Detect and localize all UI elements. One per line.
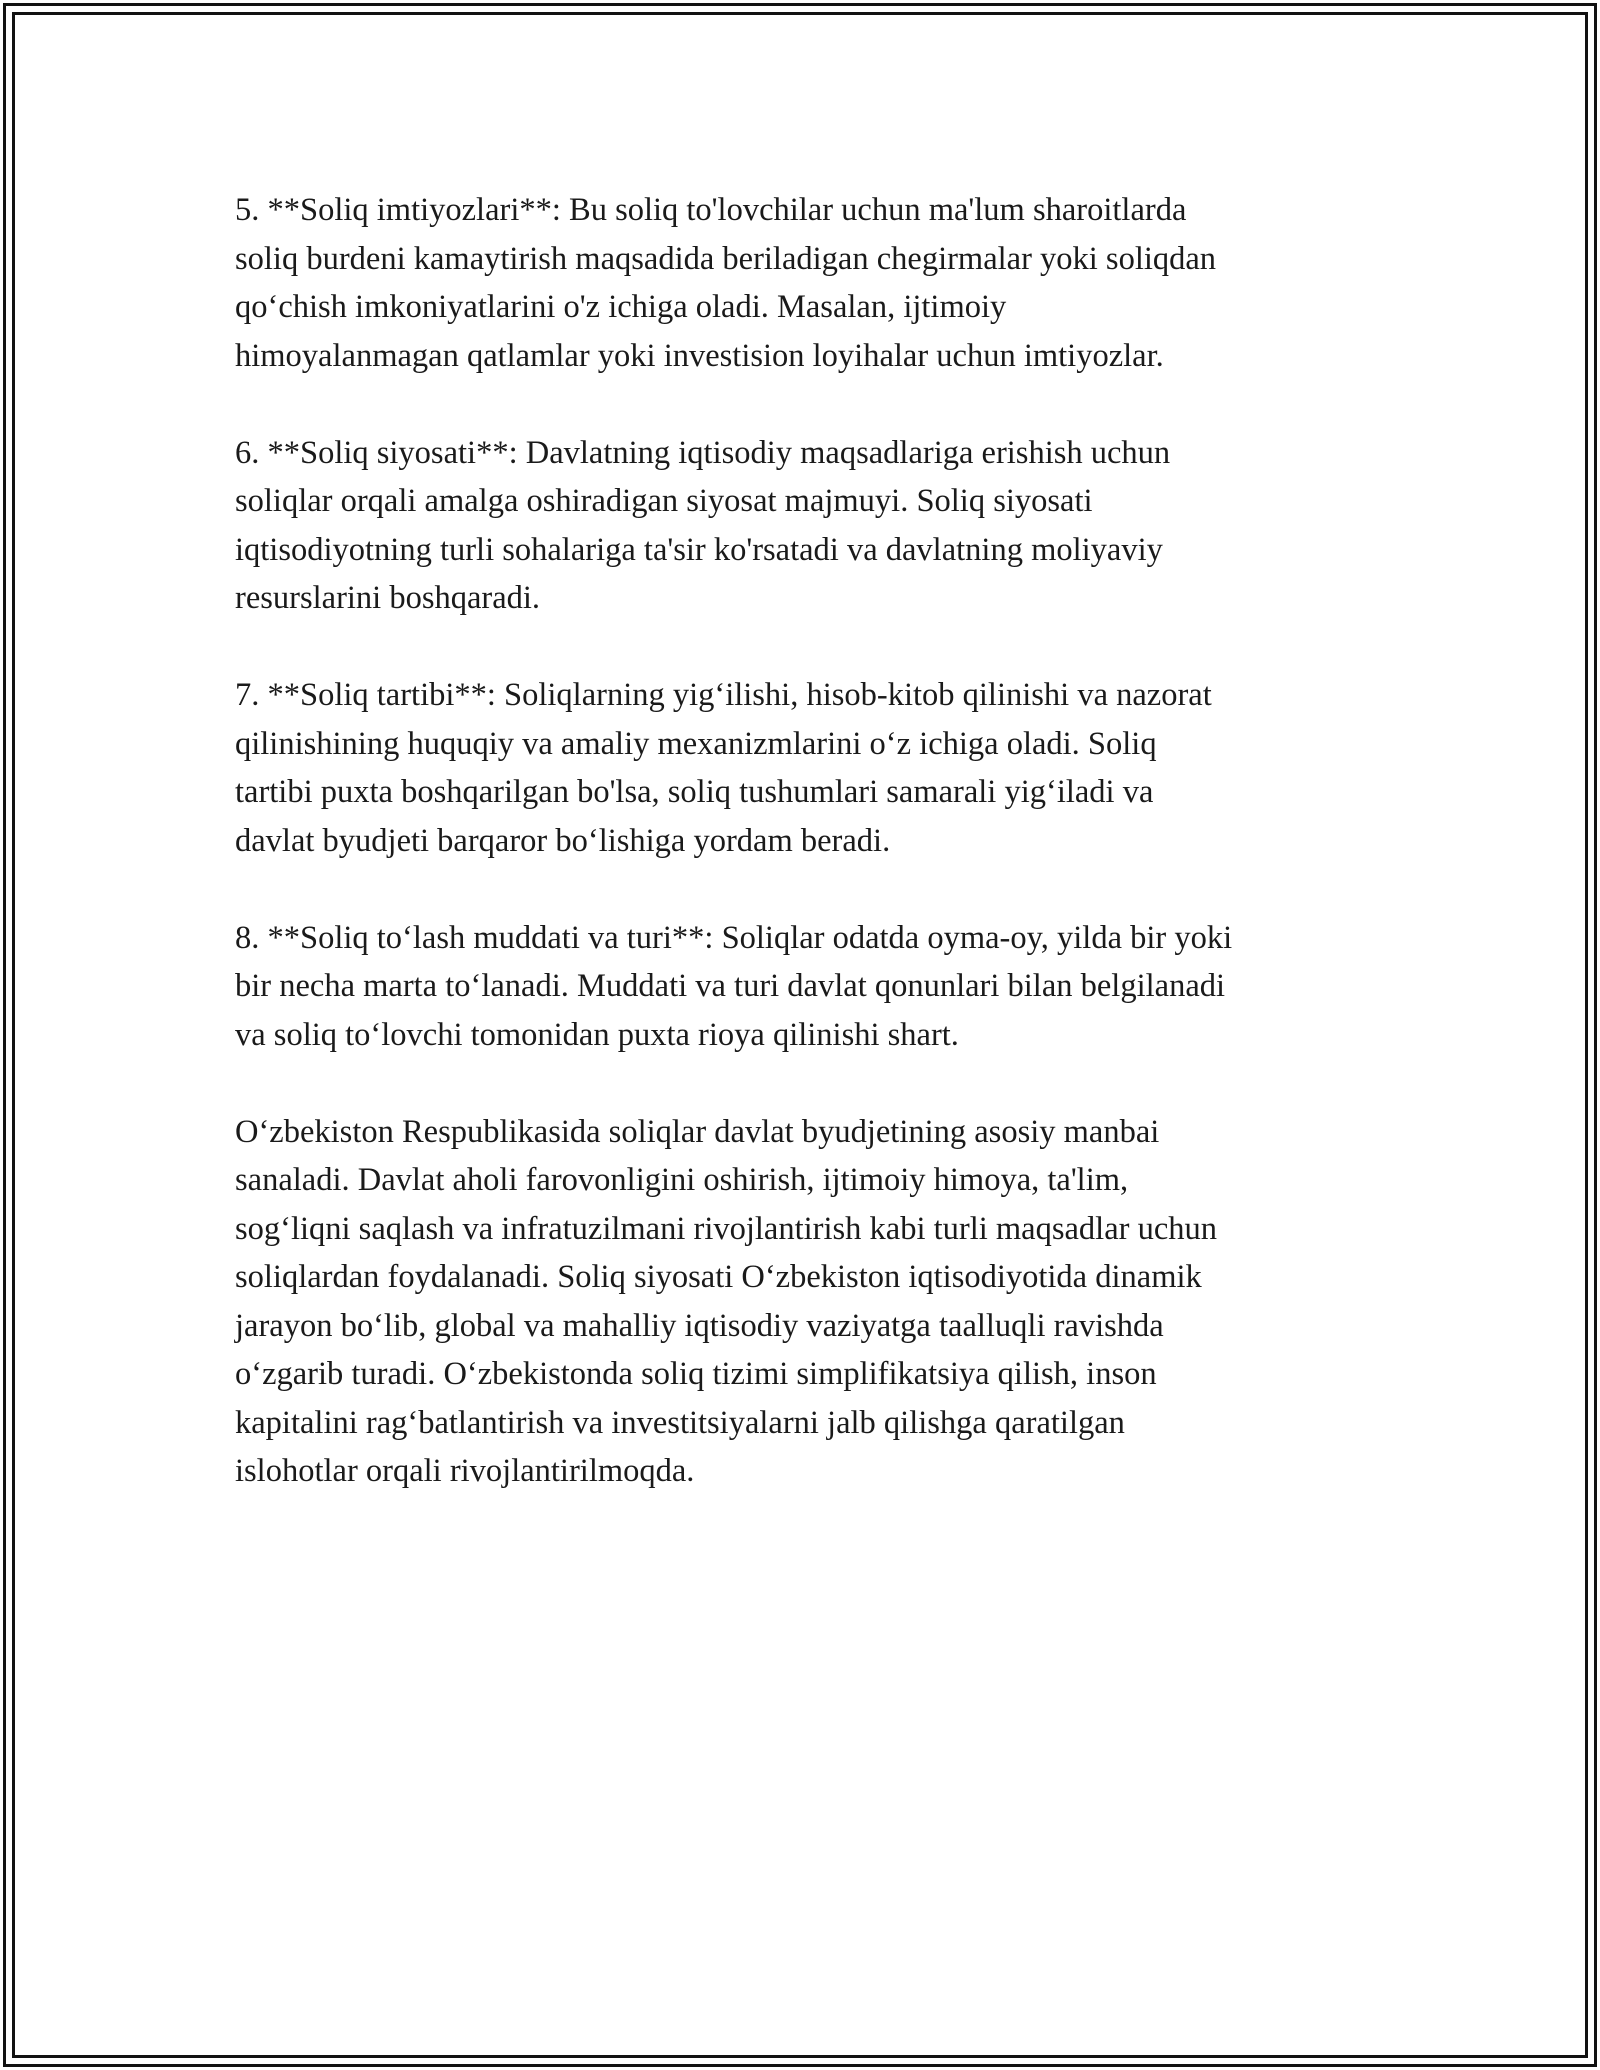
paragraph-tax-payment-terms	[235, 914, 1375, 1060]
text-line: sanaladi. Davlat aholi farovonligini oshirish, ijtimoiy himoya, ta'lim,	[235, 1162, 1129, 1198]
text-line: islohotlar orqali rivojlantirilmoqda.	[235, 1453, 695, 1489]
text-line: himoyalanmagan qatlamlar yoki investision loyihalar uchun imtiyozlar.	[235, 337, 1164, 374]
text-line: qo‘chish imkoniyatlarini o'z ichiga oladi. Masalan, ijtimoiy	[235, 289, 1007, 325]
text-line: resurslarini boshqaradi.	[235, 580, 541, 616]
text-line: iqtisodiyotning turli sohalariga ta'sir ko'rsatadi va davlatning moliyaviy	[235, 531, 1163, 568]
text-line: va soliq to‘lovchi tomonidan puxta rioya qilinishi shart.	[235, 1016, 959, 1053]
paragraph-tax-incentives	[235, 186, 1375, 380]
text-line: soliq burdeni kamaytirish maqsadida beriladigan chegirmalar yoki soliqdan	[235, 240, 1217, 277]
text-line: davlat byudjeti barqaror bo‘lishiga yordam beradi.	[235, 822, 891, 859]
text-line: 6. **Soliq siyosati**: Davlatning iqtisodiy maqsadlariga erishish uchun	[235, 434, 1171, 471]
text-line: bir necha marta to‘lanadi. Muddati va turi davlat qonunlari bilan belgilanadi	[235, 968, 1226, 1004]
text-line: tartibi puxta boshqarilgan bo'lsa, soliq tushumlari samarali yig‘iladi va	[235, 774, 1154, 810]
text-line: O‘zbekiston Respublikasida soliqlar davlat byudjetining asosiy manbai	[235, 1113, 1160, 1150]
text-line: qilinishining huquqiy va amaliy mexanizmlarini o‘z ichiga oladi. Soliq	[235, 725, 1157, 762]
text-line: sog‘liqni saqlash va infratuzilmani rivojlantirish kabi turli maqsadlar uchun	[235, 1210, 1217, 1247]
text-line: 5. **Soliq imtiyozlari**: Bu soliq to'lovchilar uchun ma'lum sharoitlarda	[235, 192, 1187, 228]
document-body	[235, 186, 1375, 1544]
text-line: kapitalini rag‘batlantirish va investitsiyalarni jalb qilishga qaratilgan	[235, 1404, 1125, 1441]
text-line: jarayon bo‘lib, global va mahalliy iqtisodiy vaziyatga taalluqli ravishda	[235, 1307, 1164, 1344]
paragraph-tax-policy	[235, 429, 1375, 623]
text-line: soliqlardan foydalanadi. Soliq siyosati O‘zbekiston iqtisodiyotida dinamik	[235, 1259, 1202, 1295]
text-line: 7. **Soliq tartibi**: Soliqlarning yig‘ilishi, hisob-kitob qilinishi va nazorat	[235, 677, 1212, 713]
text-line: soliqlar orqali amalga oshiradigan siyosat majmuyi. Soliq siyosati	[235, 483, 1093, 519]
text-line: 8. **Soliq to‘lash muddati va turi**: Soliqlar odatda oyma-oy, yilda bir yoki	[235, 919, 1233, 956]
text-line: o‘zgarib turadi. O‘zbekistonda soliq tizimi simplifikatsiya qilish, inson	[235, 1356, 1157, 1392]
paragraph-uzbekistan-summary	[235, 1108, 1375, 1496]
paragraph-tax-procedure	[235, 671, 1375, 865]
